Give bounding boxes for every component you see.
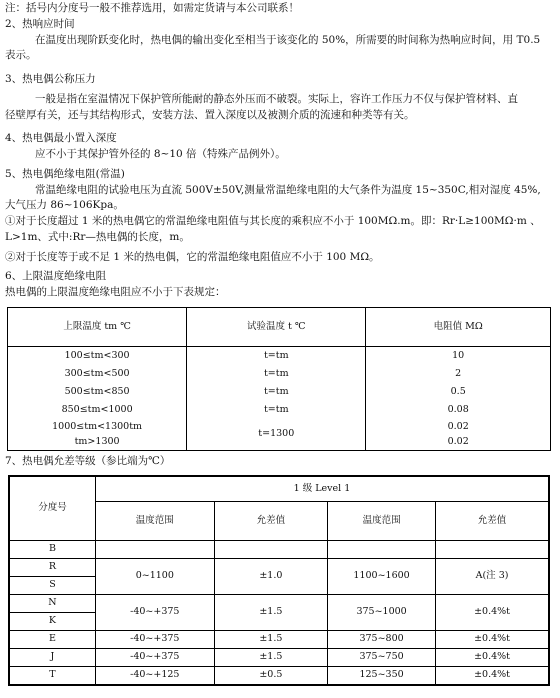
t2-cell-code: S — [9, 577, 95, 595]
t1-header-upper-temp: 上限温度 tm ℃ — [8, 307, 187, 346]
t2-cell-range-2: 375~800 — [328, 631, 436, 649]
t2-header-tolerance-1: 允差值 — [214, 502, 327, 541]
section-3-para-2: 径壁厚有关，还与其结构形式，安装方法、置入深度以及被测介质的流速和种类等有关。 — [5, 108, 415, 121]
t1-range-line-2: tm>1300 — [74, 436, 120, 448]
section-5-title: 5、热电偶绝缘电阻(常温) — [5, 167, 125, 180]
table-row — [9, 667, 549, 686]
section-4-title: 4、热电偶最小置入深度 — [5, 132, 117, 145]
t2-header-level: 1 级 Level 1 — [95, 476, 549, 502]
t1-cell-value: 0.5 — [366, 383, 551, 401]
t2-header-range-1: 温度范围 — [95, 502, 214, 541]
insulation-resistance-table — [7, 307, 551, 451]
t2-cell-code: K — [9, 613, 95, 631]
t2-cell-tolerance-2: ±0.4%t — [436, 667, 549, 686]
section-5-para-5: ②对于长度等于或不足 1 米的热电偶，它的常温绝缘电阻值应不小于 100 MΩ。 — [5, 250, 380, 263]
t2-cell-code: B — [9, 541, 95, 559]
t2-header-tolerance-2: 允差值 — [436, 502, 549, 541]
section-6-title: 6、上限温度绝缘电阻 — [5, 270, 107, 283]
t2-cell-range-1: -40~+125 — [95, 667, 214, 686]
t2-cell-range-1: -40~+375 — [95, 595, 214, 631]
t2-cell-range-1: 0~1100 — [95, 559, 214, 595]
t1-cell-test: t=tm — [187, 401, 366, 419]
t2-cell-tolerance-2: A(注 3) — [436, 559, 549, 595]
t2-cell-tolerance-2: ±0.4%t — [436, 649, 549, 667]
t2-cell-tolerance-1: ±1.0 — [214, 559, 327, 595]
t1-cell-test: t=tm — [187, 365, 366, 383]
t1-cell-value — [366, 419, 551, 451]
t1-cell-value: 2 — [366, 365, 551, 383]
t1-cell-range — [8, 419, 187, 451]
t1-header-resistance: 电阻值 MΩ — [366, 307, 551, 346]
t2-cell-code: J — [9, 649, 95, 667]
t2-cell-tolerance-1: ±0.5 — [214, 667, 327, 686]
t1-cell-range: 500≤tm<850 — [8, 383, 187, 401]
section-5-para-4: L>1m、式中:Rr—热电偶的长度，m。 — [5, 230, 190, 243]
table-row — [8, 419, 551, 451]
t2-cell-range-2: 375~1000 — [328, 595, 436, 631]
t2-cell-tolerance-1: ±1.5 — [214, 595, 327, 631]
section-3-para-1: 一般是指在室温情况下保护管所能耐的静态外压而不破裂。实际上，容许工作压力不仅与保护管材料、直 — [35, 92, 518, 105]
t1-cell-range: 300≤tm<500 — [8, 365, 187, 383]
t2-cell-tolerance-2: ±0.4%t — [436, 595, 549, 631]
t1-header-test-temp: 试验温度 t ℃ — [187, 307, 366, 346]
table-row — [9, 595, 549, 613]
table-row — [9, 631, 549, 649]
section-5-para-3: ①对于长度超过 1 米的热电偶它的常温绝缘电阻值与其长度的乘积应不小于 100MΩ.m。即：Rr·L≥100MΩ·m 、 — [5, 215, 541, 227]
t2-cell-range-2: 375~750 — [328, 649, 436, 667]
t2-cell-range-2: 125~350 — [328, 667, 436, 686]
t2-cell-empty — [214, 541, 327, 559]
section-2-title: 2、热响应时间 — [5, 17, 75, 30]
t2-cell-code: E — [9, 631, 95, 649]
t2-cell-code: T — [9, 667, 95, 686]
t2-cell-range-1: -40~+375 — [95, 631, 214, 649]
section-4-para-1: 应不小于其保护管外径的 8~10 倍（特殊产品例外）。 — [35, 148, 286, 160]
t1-value-line-2: 0.02 — [447, 436, 469, 448]
table-row — [9, 541, 549, 559]
section-5-para-1: 常温绝缘电阻的试验电压为直流 500V±50V,测量常温绝缘电阻的大气条件为温度 15~350C,相对湿度 45%, — [35, 183, 541, 196]
section-6-para-1: 热电偶的上限温度绝缘电阻应不小于下表规定： — [5, 286, 226, 298]
t1-cell-range: 850≤tm<1000 — [8, 401, 187, 419]
t1-cell-test: t=1300 — [187, 419, 366, 451]
t2-cell-tolerance-1: ±1.5 — [214, 649, 327, 667]
table-row — [8, 365, 551, 383]
section-2-para-2: 表示。 — [5, 49, 37, 62]
table-row — [9, 559, 549, 577]
t2-header-range-2: 温度范围 — [328, 502, 436, 541]
t1-cell-value: 10 — [366, 346, 551, 365]
t1-cell-value: 0.08 — [366, 401, 551, 419]
section-3-title: 3、热电偶公称压力 — [5, 73, 96, 85]
table-row — [9, 649, 549, 667]
t2-cell-code: N — [9, 595, 95, 613]
t2-cell-tolerance-1: ±1.5 — [214, 631, 327, 649]
t1-cell-test: t=tm — [187, 383, 366, 401]
t1-cell-test: t=tm — [187, 346, 366, 365]
t1-value-line-1: 0.02 — [447, 421, 469, 433]
t2-cell-tolerance-2: ±0.4%t — [436, 631, 549, 649]
t2-cell-empty — [328, 541, 436, 559]
note-line: 注：括号内分度号一般不推荐选用，如需定货请与本公司联系！ — [5, 2, 299, 14]
tolerance-class-table — [8, 475, 550, 687]
t2-header-code: 分度号 — [9, 476, 95, 541]
t1-cell-range: 100≤tm<300 — [8, 346, 187, 365]
t2-cell-code: R — [9, 559, 95, 577]
t2-cell-empty — [436, 541, 549, 559]
section-2-para-1: 在温度出现阶跃变化时，热电偶的输出变化至相当于该变化的 50%，所需要的时间称为热响应时间，用 T0.5 — [35, 33, 541, 46]
section-5-para-2: 大气压力 86~106Kpa。 — [5, 199, 124, 212]
section-7-title: 7、热电偶允差等级（参比端为℃） — [5, 454, 171, 467]
t2-cell-range-2: 1100~1600 — [328, 559, 436, 595]
table-row — [8, 401, 551, 419]
t2-cell-empty — [95, 541, 214, 559]
t2-cell-range-1: -40~+375 — [95, 649, 214, 667]
table-row — [8, 383, 551, 401]
table-row — [8, 346, 551, 365]
t1-range-line-1: 1000≤tm<1300tm — [52, 421, 143, 433]
